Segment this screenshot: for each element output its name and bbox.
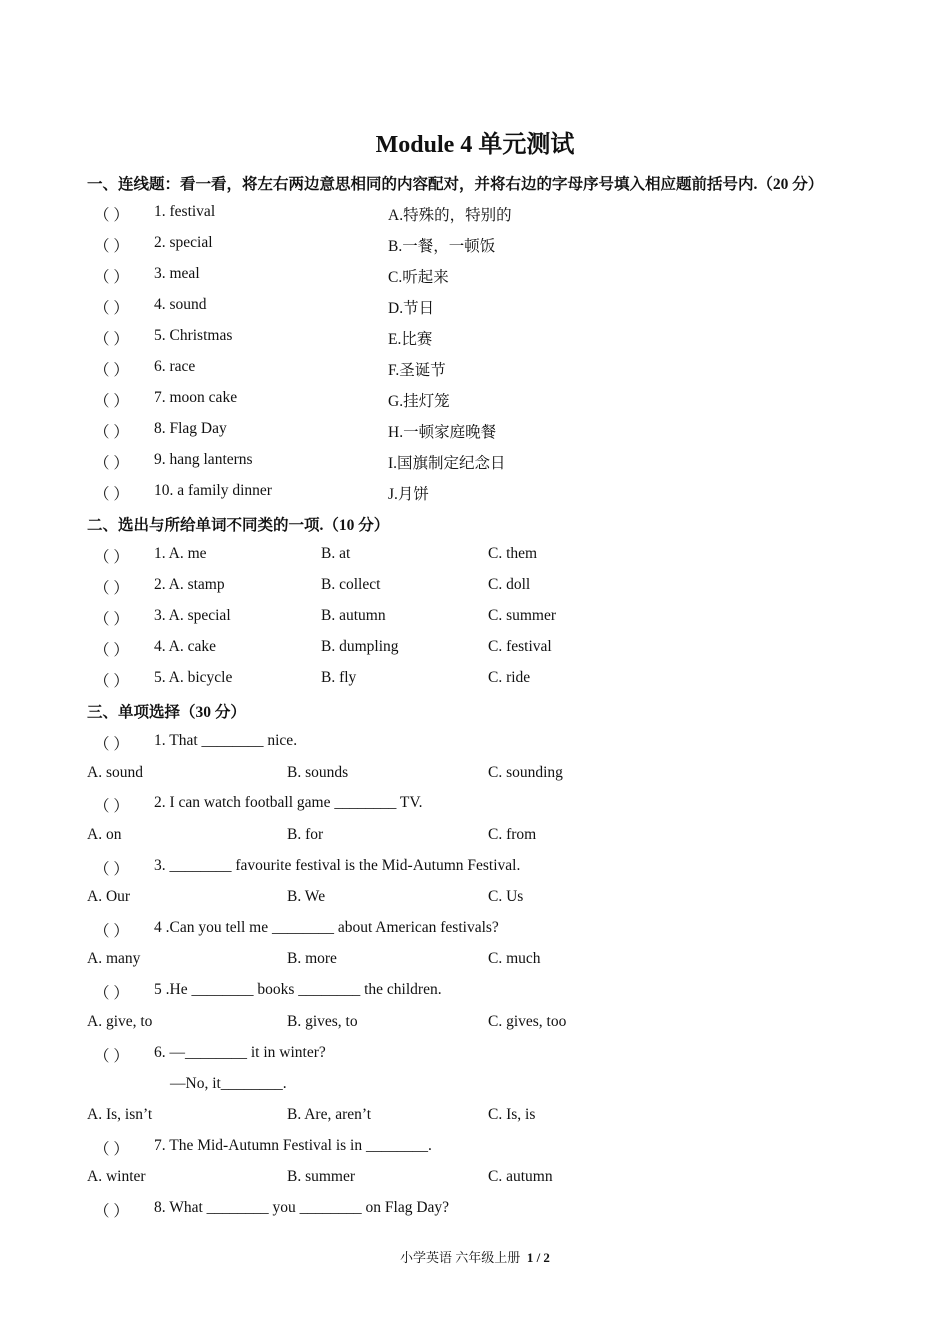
option-c: C. autumn xyxy=(488,1168,553,1185)
option-a: A. many xyxy=(87,950,141,967)
match-left: 5. Christmas xyxy=(154,327,233,344)
page-footer xyxy=(0,1247,950,1266)
option-c: C. Is, is xyxy=(488,1106,536,1123)
option-b: B. dumpling xyxy=(321,638,399,655)
option-a: A. give, to xyxy=(87,1013,153,1030)
match-row xyxy=(0,389,950,413)
option-a: 2. A. stamp xyxy=(154,576,225,593)
match-row xyxy=(0,451,950,475)
question-row xyxy=(0,794,950,818)
match-right: E.比赛 xyxy=(388,331,433,348)
odd-one-row xyxy=(0,545,950,569)
answer-paren[interactable]: （ ） xyxy=(94,269,129,286)
option-a: 5. A. bicycle xyxy=(154,669,233,686)
answer-paren[interactable]: （ ） xyxy=(94,642,129,659)
section2-heading: 二、选出与所给单词不同类的一项.（10 分） xyxy=(87,517,390,534)
match-left: 9. hang lanterns xyxy=(154,451,253,468)
option-c: C. festival xyxy=(488,638,552,655)
options-row xyxy=(0,1106,950,1130)
question-text: 4 .Can you tell me ________ about American festivals? xyxy=(154,919,499,936)
option-a: A. Our xyxy=(87,888,131,905)
option-a: A. on xyxy=(87,826,122,843)
question-text: 1. That ________ nice. xyxy=(154,732,298,749)
match-right: G.挂灯笼 xyxy=(388,393,450,410)
options-row xyxy=(0,1013,950,1037)
answer-paren[interactable]: （ ） xyxy=(94,207,129,224)
match-row xyxy=(0,203,950,227)
page-number: 1 / 2 xyxy=(526,1250,550,1265)
option-a: 1. A. me xyxy=(154,545,207,562)
odd-one-row xyxy=(0,669,950,693)
answer-paren[interactable]: （ ） xyxy=(94,331,129,348)
match-right: D.节日 xyxy=(388,300,435,317)
option-a: A. Is, isn’t xyxy=(87,1106,153,1123)
answer-paren[interactable]: （ ） xyxy=(94,455,129,472)
option-b: B. at xyxy=(321,545,351,562)
answer-paren[interactable]: （ ） xyxy=(94,611,129,628)
option-b: B. more xyxy=(287,950,337,967)
option-b: B. collect xyxy=(321,576,381,593)
option-a: A. winter xyxy=(87,1168,146,1185)
match-right: H.一顿家庭晚餐 xyxy=(388,424,497,441)
question-text: 8. What ________ you ________ on Flag Day? xyxy=(154,1199,450,1216)
match-row xyxy=(0,265,950,289)
answer-paren[interactable]: （ ） xyxy=(94,393,129,410)
question-row xyxy=(0,1199,950,1223)
option-b: B. autumn xyxy=(321,607,386,624)
option-b: B. gives, to xyxy=(287,1013,358,1030)
question-text: 6. —________ it in winter? xyxy=(154,1044,326,1061)
answer-paren[interactable]: （ ） xyxy=(94,798,129,815)
question-reply-text: —No, it________. xyxy=(170,1075,287,1092)
option-c: C. sounding xyxy=(488,764,563,781)
options-row xyxy=(0,888,950,912)
odd-one-row xyxy=(0,576,950,600)
match-right: I.国旗制定纪念日 xyxy=(388,455,506,472)
option-c: C. summer xyxy=(488,607,557,624)
match-left: 6. race xyxy=(154,358,196,375)
answer-paren[interactable]: （ ） xyxy=(94,1203,129,1220)
question-text: 3. ________ favourite festival is the Mid-Autumn Festival. xyxy=(154,857,521,874)
option-c: C. much xyxy=(488,950,541,967)
option-b: B. fly xyxy=(321,669,357,686)
answer-paren[interactable]: （ ） xyxy=(94,861,129,878)
section3-heading: 三、单项选择（30 分） xyxy=(87,704,246,721)
question-row xyxy=(0,919,950,943)
match-right: C.听起来 xyxy=(388,269,449,286)
options-row xyxy=(0,950,950,974)
match-left: 4. sound xyxy=(154,296,207,313)
page-title: Module 4 单元测试 xyxy=(375,132,575,158)
option-b: B. for xyxy=(287,826,324,843)
option-b: B. summer xyxy=(287,1168,356,1185)
question-row-continued xyxy=(0,1075,950,1099)
footer-text: 小学英语 六年级上册 xyxy=(400,1250,521,1265)
option-c: C. from xyxy=(488,826,537,843)
question-row xyxy=(0,732,950,756)
question-row xyxy=(0,1044,950,1068)
option-b: B. We xyxy=(287,888,326,905)
option-c: C. ride xyxy=(488,669,531,686)
odd-one-row xyxy=(0,638,950,662)
answer-paren[interactable]: （ ） xyxy=(94,1048,129,1065)
options-row xyxy=(0,764,950,788)
question-row xyxy=(0,1137,950,1161)
answer-paren[interactable]: （ ） xyxy=(94,985,129,1002)
match-row xyxy=(0,420,950,444)
option-c: C. them xyxy=(488,545,538,562)
option-a: 4. A. cake xyxy=(154,638,216,655)
option-c: C. doll xyxy=(488,576,531,593)
odd-one-row xyxy=(0,607,950,631)
match-left: 3. meal xyxy=(154,265,200,282)
option-c: C. gives, too xyxy=(488,1013,567,1030)
answer-paren[interactable]: （ ） xyxy=(94,486,129,503)
answer-paren[interactable]: （ ） xyxy=(94,736,129,753)
answer-paren[interactable]: （ ） xyxy=(94,549,129,566)
answer-paren[interactable]: （ ） xyxy=(94,1141,129,1158)
match-left: 2. special xyxy=(154,234,213,251)
question-text: 5 .He ________ books ________ the children. xyxy=(154,981,442,998)
match-row xyxy=(0,358,950,382)
options-row xyxy=(0,826,950,850)
match-right: B.一餐，一顿饭 xyxy=(388,238,496,255)
option-a: A. sound xyxy=(87,764,143,781)
options-row xyxy=(0,1168,950,1192)
question-text: 2. I can watch football game ________ TV. xyxy=(154,794,423,811)
answer-paren[interactable]: （ ） xyxy=(94,923,129,940)
answer-paren[interactable]: （ ） xyxy=(94,362,129,379)
match-left: 10. a family dinner xyxy=(154,482,272,499)
answer-paren[interactable]: （ ） xyxy=(94,424,129,441)
option-c: C. Us xyxy=(488,888,524,905)
match-right: J.月饼 xyxy=(388,486,429,503)
match-row xyxy=(0,296,950,320)
option-a: 3. A. special xyxy=(154,607,231,624)
section1-heading: 一、连线题：看一看，将左右两边意思相同的内容配对，并将右边的字母序号填入相应题前括号内.（20 分） xyxy=(87,176,824,193)
match-right: F.圣诞节 xyxy=(388,362,446,379)
answer-paren[interactable]: （ ） xyxy=(94,300,129,317)
question-row xyxy=(0,857,950,881)
match-right: A.特殊的，特别的 xyxy=(388,207,512,224)
match-left: 8. Flag Day xyxy=(154,420,227,437)
option-b: B. Are, aren’t xyxy=(287,1106,372,1123)
match-left: 7. moon cake xyxy=(154,389,238,406)
match-left: 1. festival xyxy=(154,203,216,220)
match-row xyxy=(0,234,950,258)
option-b: B. sounds xyxy=(287,764,349,781)
answer-paren[interactable]: （ ） xyxy=(94,580,129,597)
question-row xyxy=(0,981,950,1005)
match-row xyxy=(0,482,950,506)
answer-paren[interactable]: （ ） xyxy=(94,238,129,255)
answer-paren[interactable]: （ ） xyxy=(94,673,129,690)
question-text: 7. The Mid-Autumn Festival is in ________. xyxy=(154,1137,432,1154)
match-row xyxy=(0,327,950,351)
